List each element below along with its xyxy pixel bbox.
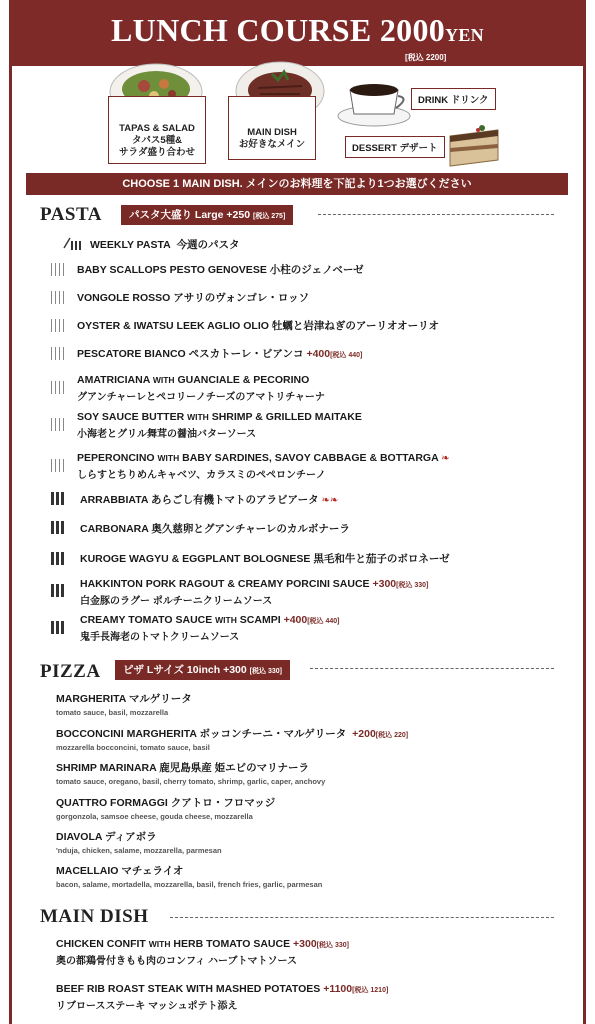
main-dish-divider (170, 917, 554, 918)
pizza-divider (310, 668, 554, 669)
pasta-item-scallops: BABY SCALLOPS PESTO GENOVESE 小柱のジェノベーゼ (77, 264, 364, 276)
pasta-item-amatriciana: AMATRICIANA WITH GUANCIALE & PECORINO グアンチャーレとペコリーノチーズのアマトリチャーナ (77, 374, 325, 403)
pizza-item-diavola: DIAVOLA ディアボラ 'nduja, chicken, salame, mozzarella, parmesan (56, 831, 222, 855)
pasta-thin-bar-icon (50, 262, 64, 276)
pasta-item-pescatore: PESCATORE BIANCO ペスカトーレ・ビアンコ +400[税込 440] (77, 348, 363, 360)
pasta-thin-bar-icon (50, 318, 64, 332)
pasta-item-vongole: VONGOLE ROSSO アサリのヴォンゴレ・ロッソ (77, 292, 310, 304)
tiramisu-image (446, 116, 502, 168)
pasta-bold-bar-icon (50, 551, 64, 565)
main-dish-section-title: MAIN DISH (40, 906, 149, 927)
pasta-large-tag: パスタ大盛り Large +250 [税込 275] (121, 205, 293, 225)
pasta-bold-bar-icon (50, 520, 64, 534)
pasta-thin-bar-icon (50, 458, 64, 472)
title-tax-note: [税込 2200] (405, 53, 447, 62)
choose-main-dish-banner: CHOOSE 1 MAIN DISH. メインのお料理を下記より1つお選びください (26, 173, 568, 195)
pizza-item-quattro-formaggi: QUATTRO FORMAGGI クアトロ・フロマッジ gorgonzola, samsoe cheese, gouda cheese, mozzarella (56, 797, 276, 821)
pasta-bold-bar-icon (50, 491, 64, 505)
pasta-bold-bar-icon (50, 583, 64, 597)
tapas-salad-label: TAPAS & SALAD タパス5種& サラダ盛り合わせ (108, 96, 206, 164)
pasta-divider (318, 214, 554, 215)
pizza-item-bocconcini: BOCCONCINI MARGHERITA ボッコンチーニ・マルゲリータ +200[税込 220] mozzarella bocconcini, tomato sauce, basil (56, 728, 409, 752)
pasta-thin-bar-icon (50, 417, 64, 431)
pizza-large-tag: ピザ Lサイズ 10inch +300 [税込 330] (115, 660, 290, 680)
main-item-beef-steak: BEEF RIB ROAST STEAK WITH MASHED POTATOES +1100[税込 1210] リブロースステーキ マッシュポテト添え (56, 983, 389, 1012)
pizza-section-title: PIZZA (40, 661, 101, 682)
pasta-item-oyster: OYSTER & IWATSU LEEK AGLIO OLIO 牡蠣と岩津ねぎのアーリオオーリオ (77, 320, 440, 332)
pasta-item-scampi: CREAMY TOMATO SAUCE WITH SCAMPI +400[税込 440] 鬼手長海老のトマトクリームソース (80, 614, 340, 643)
pasta-section-title: PASTA (40, 204, 102, 225)
pizza-item-macellaio: MACELLAIO マチェライオ bacon, salame, mortadella, mozzarella, basil, french fries, garlic, parmesan (56, 865, 323, 889)
pizza-item-shrimp-marinara: SHRIMP MARINARA 鹿児島県産 姫エビのマリナーラ tomato sauce, oregano, basil, cherry tomato, shrimp, garlic, caper, anchovy (56, 762, 326, 786)
dessert-label: DESSERT デザート (345, 136, 445, 158)
page-title: LUNCH COURSE 2000YEN (111, 12, 484, 48)
pasta-thin-bar-icon (50, 346, 64, 360)
coffee-cup-image (336, 70, 416, 128)
pasta-bar-icon (62, 236, 82, 250)
pasta-item-arrabbiata: ARRABBIATA あらごし有機トマトのアラビアータ ❧❧ (80, 494, 339, 506)
pasta-item-bolognese: KUROGE WAGYU & EGGPLANT BOLOGNESE 黒毛和牛と茄子のボロネーゼ (80, 553, 450, 565)
pasta-thin-bar-icon (50, 380, 64, 394)
pasta-item-peperoncino: PEPERONCINO WITH BABY SARDINES, SAVOY CABBAGE & BOTTARGA ❧ しらすとちりめんキャベツ、カラスミのペペロンチーノ (77, 452, 450, 481)
pasta-thin-bar-icon (50, 290, 64, 304)
pasta-item-weekly: WEEKLY PASTA 今週のパスタ (90, 239, 240, 251)
main-dish-label: MAIN DISH お好きなメイン (228, 96, 316, 160)
pasta-item-hakkinton-pork: HAKKINTON PORK RAGOUT & CREAMY PORCINI SAUCE +300[税込 330] 白金豚のラグー ポルチーニクリームソース (80, 578, 429, 607)
pizza-item-margherita: MARGHERITA マルゲリータ tomato sauce, basil, mozzarella (56, 693, 192, 717)
chili-pepper-icon: ❧❧ (321, 495, 339, 506)
pasta-item-carbonara: CARBONARA 奥久慈卵とグアンチャーレのカルボナーラ (80, 523, 350, 535)
pasta-item-soy-butter: SOY SAUCE BUTTER WITH SHRIMP & GRILLED MAITAKE 小海老とグリル舞茸の醤油バターソース (77, 411, 362, 440)
chili-pepper-icon: ❧ (441, 453, 450, 464)
main-item-chicken-confit: CHICKEN CONFIT WITH HERB TOMATO SAUCE +300[税込 330] 奥の都鶏骨付きもも肉のコンフィ ハーブトマトソース (56, 938, 349, 967)
pasta-bold-bar-icon (50, 620, 64, 634)
drink-label: DRINK ドリンク (411, 88, 496, 110)
